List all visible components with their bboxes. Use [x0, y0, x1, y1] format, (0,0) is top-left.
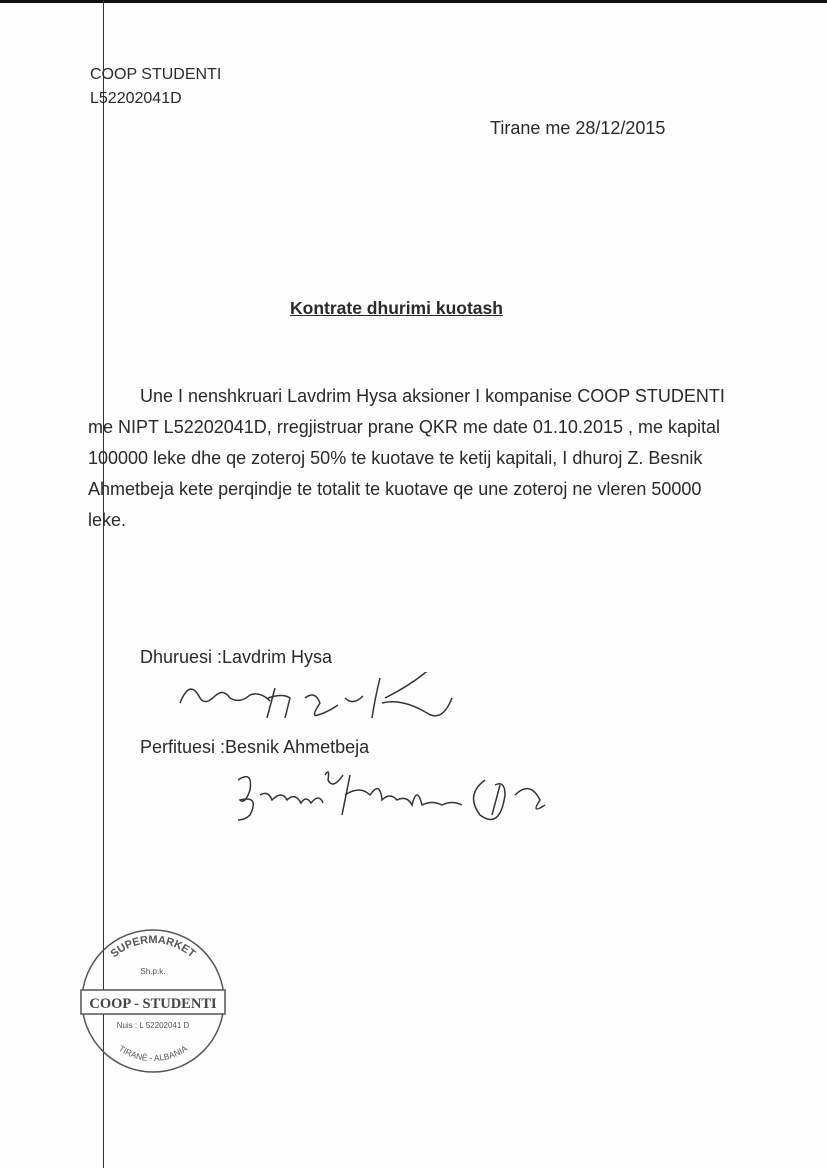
company-name: COOP STUDENTI	[90, 66, 222, 83]
place-date: Tirane me 28/12/2015	[490, 118, 666, 138]
beneficiary-label: Perfituesi :Besnik Ahmetbeja	[140, 737, 370, 757]
donor-label: Dhuruesi :Lavdrim Hysa	[140, 647, 333, 667]
beneficiary-signature	[230, 768, 590, 830]
donor-signature	[170, 672, 470, 728]
document-title: Kontrate dhurimi kuotash	[290, 298, 503, 318]
svg-text:TIRANË - ALBANIA	[117, 1043, 189, 1063]
stamp-nuis: Nuis : L 52202041 D	[116, 1021, 190, 1030]
stamp-bottom-text: TIRANË - ALBANIA	[117, 1043, 189, 1064]
scan-top-edge	[0, 0, 827, 3]
stamp-name: COOP - STUDENTI	[89, 996, 217, 1012]
stamp-top-text: SUPERMARKET	[108, 934, 198, 961]
company-stamp	[80, 928, 226, 1074]
stamp-type: Sh.p.k.	[140, 967, 166, 976]
contract-body	[88, 381, 728, 536]
company-nipt: L52202041D	[90, 90, 182, 107]
body-text: Une I nenshkruari Lavdrim Hysa aksioner I kompanise COOP STUDENTI me NIPT L52202041D, rregjistruar prane QKR me date 01.10.2015 , me kapital 100000 leke dhe qe zoteroj 50% te kuotave te ketij kapitali, I dhuroj Z. Besnik Ahmetbeja kete perqindje te totalit te kuotave qe une zoteroj ne vleren 50000 leke.	[88, 386, 725, 530]
